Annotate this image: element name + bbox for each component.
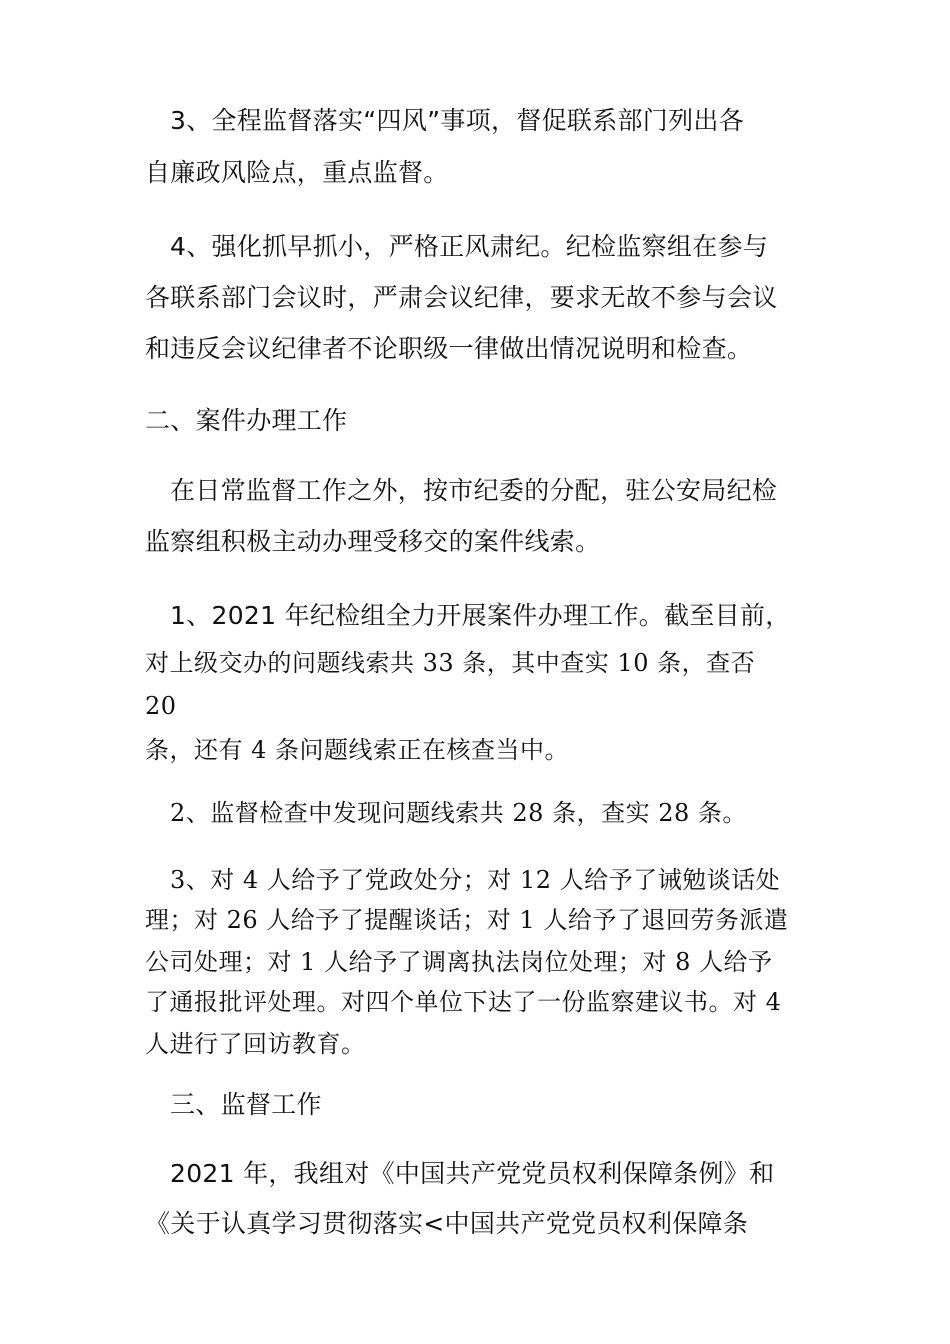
paragraph-line: 1、2021 年纪检组全力开展案件办理工作。截至目前，	[170, 601, 791, 630]
section-heading: 二、案件办理工作	[145, 406, 348, 435]
paragraph-line: 2、监督检查中发现问题线索共 28 条，查实 28 条。	[170, 799, 747, 827]
paragraph-line: 理；对 26 人给予了提醒谈话；对 1 人给予了退回劳务派遣	[145, 906, 789, 934]
paragraph-line: 4、强化抓早抓小，严格正风肃纪。纪检监察组在参与	[170, 232, 769, 261]
paragraph-line: 2021 年，我组对《中国共产党党员权利保障条例》和	[170, 1159, 775, 1188]
paragraph-line: 自廉政风险点，重点监督。	[145, 158, 449, 187]
paragraph-line: 各联系部门会议时，严肃会议纪律，要求无故不参与会议	[145, 283, 778, 312]
paragraph-line: 3、全程监督落实“四风”事项，督促联系部门列出各	[170, 106, 745, 135]
paragraph-line: 条，还有 4 条问题线索正在核查当中。	[145, 736, 570, 764]
paragraph-line: 《关于认真学习贯彻落实<中国共产党党员权利保障条	[145, 1209, 749, 1238]
paragraph-line: 监察组积极主动办理受移交的案件线索。	[145, 527, 601, 556]
section-heading: 三、监督工作	[170, 1090, 322, 1119]
paragraph-line: 公司处理；对 1 人给予了调离执法岗位处理；对 8 人给予	[145, 948, 773, 976]
paragraph-line: 对上级交办的问题线索共 33 条，其中查实 10 条，查否	[145, 649, 756, 677]
paragraph-line: 人进行了回访教育。	[145, 1030, 366, 1058]
paragraph-line: 3、对 4 人给予了党政处分；对 12 人给予了诫勉谈话处	[170, 866, 781, 894]
paragraph-line: 在日常监督工作之外，按市纪委的分配，驻公安局纪检	[170, 476, 778, 505]
paragraph-line: 了通报批评处理。对四个单位下达了一份监察建议书。对 4	[145, 988, 782, 1016]
paragraph-line: 20	[145, 692, 177, 720]
paragraph-line: 和违反会议纪律者不论职级一律做出情况说明和检查。	[145, 334, 753, 363]
